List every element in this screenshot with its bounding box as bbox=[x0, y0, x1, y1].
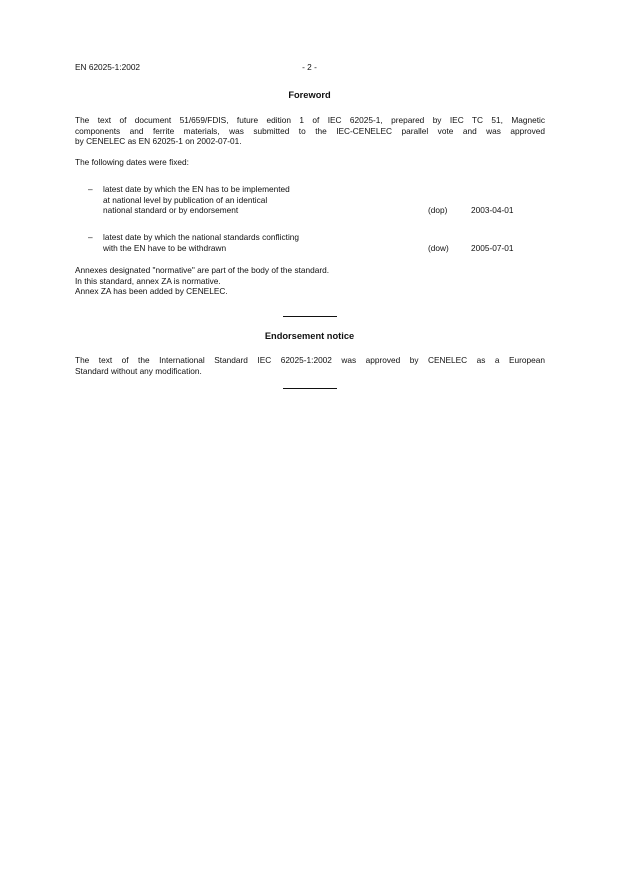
header-doc-id: EN 62025-1:2002 bbox=[75, 62, 141, 72]
endorsement-line: Standard without any modification. bbox=[75, 365, 202, 376]
annex-line: Annex ZA has been added by CENELEC. bbox=[75, 286, 228, 296]
date-item-line: national standard or by endorsement bbox=[103, 205, 239, 215]
annex-line: Annexes designated "normative" are part of the body of the standard. bbox=[75, 265, 330, 275]
date-value: 2005-07-01 bbox=[471, 243, 514, 253]
date-value: 2003-04-01 bbox=[471, 205, 514, 215]
list-dash: – bbox=[88, 232, 93, 242]
foreword-para-line: by CENELEC as EN 62025-1 on 2002-07-01. bbox=[75, 136, 242, 146]
date-item-line: with the EN have to be withdrawn bbox=[103, 243, 227, 253]
foreword-title: Foreword bbox=[288, 90, 331, 100]
annex-line: In this standard, annex ZA is normative. bbox=[75, 275, 221, 286]
list-dash: – bbox=[88, 184, 93, 194]
dates-intro: The following dates were fixed: bbox=[75, 157, 189, 167]
foreword-para-line: The text of document 51/659/FDIS, future edition 1 of IEC 62025-1, prepared by IEC TC 51, Magnetic bbox=[75, 115, 545, 125]
foreword-para-line: components and ferrite materials, was submitted to the IEC-CENELEC parallel vote and was approved bbox=[75, 125, 545, 136]
date-item-line: latest date by which the national standards conflicting bbox=[103, 232, 300, 242]
date-code: (dow) bbox=[428, 243, 449, 253]
separator-rule bbox=[283, 388, 337, 389]
date-code: (dop) bbox=[428, 205, 448, 215]
separator-rule bbox=[283, 316, 337, 317]
date-item-line: at national level by publication of an identical bbox=[103, 194, 268, 205]
date-item-line: latest date by which the EN has to be implemented bbox=[103, 184, 290, 194]
endorsement-title: Endorsement notice bbox=[264, 331, 355, 341]
endorsement-line: The text of the International Standard IEC 62025-1:2002 was approved by CENELEC as a European bbox=[75, 355, 545, 365]
header-page-number: - 2 - bbox=[302, 62, 317, 72]
